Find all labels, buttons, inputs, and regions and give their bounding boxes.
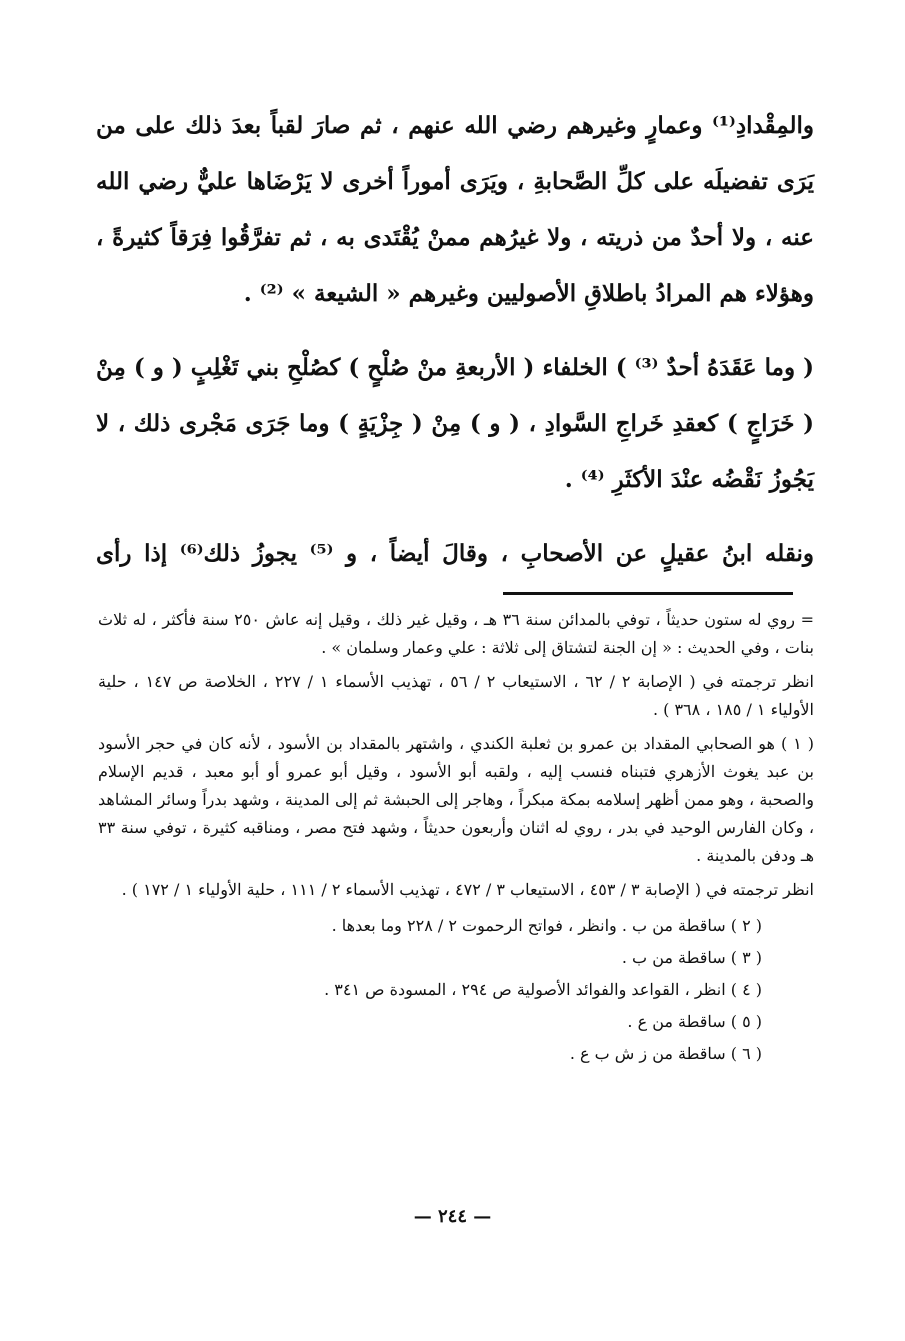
footnote-2: ( ٢ ) ساقطة من ب . وانظر ، فواتح الرحموت ٢ / ٢٢٨ وما بعدها . (331, 916, 762, 935)
main-paragraph-1: والمِقْدادِ⁽¹⁾ وعمارٍ وغيرهم رضي الله عنهم ، ثم صارَ لقباً بعدَ ذلك على من يَرَى تفضيلَه على كلِّ الصَّحابةِ ، ويَرَى أموراً أخرى لا يَرْضَاها عليٌّ رضي الله عنه ، ولا أحدٌ من ذريته ، ولا غيرُهم ممنْ يُقْتَدى به ، ثم تفرَّقُوا فِرَقاً كثيرةً ، وهؤلاء هم المرادُ باطلاقِ الأصوليين وغيرهم « الشيعة » ⁽²⁾ . (96, 112, 814, 307)
main-paragraph-2: ( وما عَقَدَهُ أحدٌ ⁽³⁾ ) الخلفاء ( الأربعةِ منْ صُلْحٍ ) كصُلْحِ بني تَغْلِبٍ ( و ) مِنْ ( خَرَاجٍ ) كعقدِ خَراجِ السَّوادِ ، ( و ) مِنْ ( جِزْيَةٍ ) وما جَرَى مَجْرى ذلك ، لا يَجُوزُ نَقْضُه عنْدَ الأكثَرِ ⁽⁴⁾ . (96, 354, 814, 493)
main-paragraph-3: ونقله ابنُ عقيلٍ عن الأصحابِ ، وقالَ أيضاً ، و ⁽⁵⁾ يجوزُ ذلك⁽⁶⁾ إذا رأى (96, 540, 814, 567)
footnotes (98, 606, 814, 1070)
footnote-list (98, 910, 814, 1070)
footnote-reference: انظر ترجمته في ( الإصابة ٢ / ٦٢ ، الاستيعاب ٢ / ٥٦ ، تهذيب الأسماء ١ / ٢٢٧ ، الخلاصة ص ١٤٧ ، حلية الأولياء ١ / ١٨٥ ، ٣٦٨ ) . (98, 672, 815, 719)
footnote-4: ( ٤ ) انظر ، القواعد والفوائد الأصولية ص ٢٩٤ ، المسودة ص ٣٤١ . (324, 980, 762, 999)
page-number: — ٢٤٤ — (413, 1206, 492, 1227)
footnote-3: ( ٣ ) ساقطة من ب . (621, 948, 762, 967)
footnote-1: ( ١ ) هو الصحابي المقداد بن عمرو بن ثعلبة الكندي ، واشتهر بالمقداد بن الأسود ، لأنه كان في حجر الأسود بن عبد يغوث الأزهري فتبناه فنسب إليه ، ولقبه أبو الأسود ، وقيل أبو عمرو أو أبو معبد ، قديم الإسلام والصحبة ، وهو ممن أظهر إسلامه بمكة مبكراً ، وهاجر إلى الحبشة ثم إلى المدينة ، وشهد بدراً وسائر المشاهد ، وكان الفارس الوحيد في بدر ، روي له اثنان وأربعون حديثاً ، وشهد فتح مصر ، ومناقبه كثيرة ، توفي سنة ٣٣ هـ ودفن بالمدينة . (98, 734, 814, 865)
footnote-6: ( ٦ ) ساقطة من ز ش ب ع . (569, 1044, 762, 1063)
footnote-separator (503, 592, 793, 595)
footnote-5: ( ٥ ) ساقطة من ع . (627, 1012, 762, 1031)
main-text (96, 98, 814, 600)
footnote-1-reference: انظر ترجمته في ( الإصابة ٣ / ٤٥٣ ، الاستيعاب ٣ / ٤٧٢ ، تهذيب الأسماء ٢ / ١١١ ، حلية الأولياء ١ / ١٧٢ ) . (121, 880, 814, 899)
footnote-continuation: = روي له ستون حديثاً ، توفي بالمدائن سنة ٣٦ هـ ، وقيل غير ذلك ، وقيل إنه عاش ٢٥٠ سنة فأكثر ، له ثلاث بنات ، وفي الحديث : « إن الجنة لتشتاق إلى ثلاثة : علي وعمار وسلمان » . (98, 610, 815, 657)
